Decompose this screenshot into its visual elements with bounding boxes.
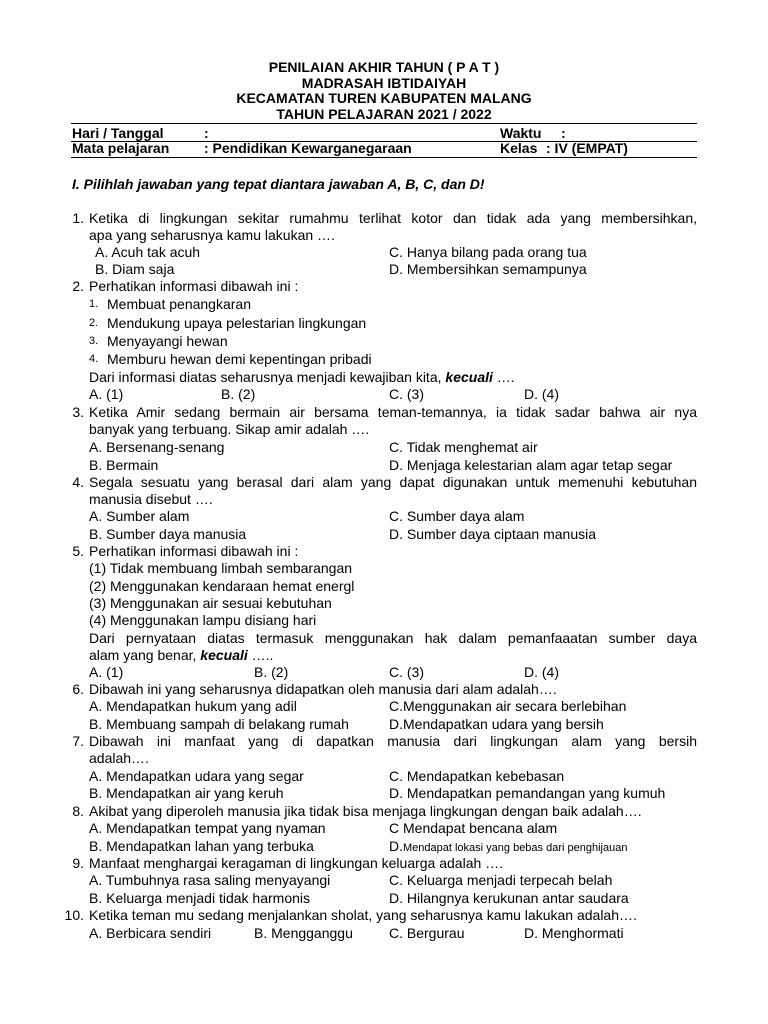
waktu-value: :: [561, 125, 566, 141]
question-2-stem-text: Dari informasi diatas seharusnya menjadi kewajiban kita,: [89, 369, 446, 385]
header-title: PENILAIAN AKHIR TAHUN ( P A T ): [268, 59, 500, 75]
question-6-number: 6.: [72, 681, 84, 697]
question-1-option-b: B. Diam saja: [95, 261, 175, 277]
question-7-option-b: B. Mendapatkan air yang keruh: [89, 785, 284, 801]
question-2-stem: [89, 369, 515, 387]
question-10-option-d: D. Menghormati: [524, 925, 624, 941]
question-9-number: 9.: [72, 855, 84, 871]
question-2-option-d: D. (4): [524, 386, 559, 402]
question-2-number: 2.: [72, 278, 84, 294]
question-2-option-a: A. (1): [89, 386, 124, 402]
question-9-option-c: C. Keluarga menjadi terpecah belah: [389, 872, 613, 888]
question-5-number: 5.: [72, 543, 84, 559]
kelas-label: Kelas: [500, 140, 538, 156]
question-1-text-cont: apa yang seharusnya kamu lakukan ….: [89, 227, 335, 243]
question-5-stem-cont: [89, 647, 273, 665]
question-9-option-b: B. Keluarga menjadi tidak harmonis: [89, 890, 311, 906]
question-5-text: Perhatikan informasi dibawah ini :: [89, 543, 299, 559]
question-10-option-b: B. Mengganggu: [254, 925, 353, 941]
question-2-item-4-number: 4.: [89, 353, 99, 365]
question-5-keyword: kecuali: [200, 647, 248, 663]
question-7-number: 7.: [72, 733, 84, 749]
question-2-item-4: Memburu hewan demi kepentingan pribadi: [107, 351, 372, 367]
question-7-text: Dibawah ini manfaat yang di dapatkan manusia dari lingkungan alam yang bersih: [89, 733, 697, 749]
question-8-number: 8.: [72, 803, 84, 819]
exam-header: [0, 60, 768, 122]
question-2-item-1-number: 1.: [89, 298, 99, 310]
question-3-option-a: A. Bersenang-senang: [89, 439, 225, 455]
question-6-option-b: B. Membuang sampah di belakang rumah: [89, 716, 349, 732]
question-5-item-1: (1) Tidak membuang limbah sembarangan: [89, 560, 353, 576]
question-5-stem-text: alam yang benar,: [89, 647, 201, 663]
question-5-option-d: D. (4): [524, 664, 559, 680]
question-9-text: Manfaat menghargai keragaman di lingkungan keluarga adalah ….: [89, 855, 504, 871]
question-5-option-a: A. (1): [89, 664, 124, 680]
question-8-option-c: C Mendapat bencana alam: [389, 820, 558, 836]
header-year: TAHUN PELAJARAN 2021 / 2022: [276, 105, 492, 122]
waktu-label: Waktu: [500, 125, 542, 141]
question-3-option-c: C. Tidak menghemat air: [389, 439, 538, 455]
header-district: KECAMATAN TUREN KABUPATEN MALANG: [236, 90, 532, 106]
question-2-text: Perhatikan informasi dibawah ini :: [89, 278, 299, 294]
question-4-option-c: C. Sumber daya alam: [389, 508, 525, 524]
header-divider-bottom: [71, 157, 697, 158]
question-2-option-c: C. (3): [389, 386, 424, 402]
question-8-option-d-text: Mendapat lokasi yang bebas dari penghijauan: [403, 842, 628, 854]
question-2-item-2-number: 2.: [89, 317, 99, 329]
question-2-keyword: kecuali: [445, 369, 493, 385]
question-6-option-a: A. Mendapatkan hukum yang adil: [89, 698, 297, 714]
question-4-text: Segala sesuatu yang berasal dari alam yang dapat digunakan untuk memenuhi kebutuhan: [89, 474, 697, 490]
question-10-option-a: A. Berbicara sendiri: [89, 925, 212, 941]
section-instruction: I. Pilihlah jawaban yang tepat diantara jawaban A, B, C, dan D!: [72, 176, 485, 192]
question-8-text: Akibat yang diperoleh manusia jika tidak bisa menjaga lingkungan dengan baik adalah….: [89, 803, 642, 819]
question-9-option-a: A. Tumbuhnya rasa saling menyayangi: [89, 872, 331, 888]
mapel-value: : Pendidikan Kewarganegaraan: [204, 140, 412, 156]
question-2-item-2: Mendukung upaya pelestarian lingkungan: [107, 315, 367, 331]
question-8-option-b: B. Mendapatkan lahan yang terbuka: [89, 838, 314, 854]
question-2-item-3: Menyayangi hewan: [107, 333, 228, 349]
kelas-value: : IV (EMPAT): [546, 140, 628, 156]
question-5-option-b: B. (2): [254, 664, 289, 680]
question-5-item-4: (4) Menggunakan lampu disiang hari: [89, 612, 317, 628]
question-1-option-d: D. Membersihkan semampunya: [389, 261, 587, 277]
question-8-option-d-prefix: D.: [389, 838, 403, 854]
header-school: MADRASAH IBTIDAIYAH: [301, 74, 467, 91]
question-1-text: Ketika di lingkungan sekitar rumahmu terlihat kotor dan tidak ada yang membersihkan,: [89, 210, 697, 226]
hari-value: :: [204, 125, 209, 141]
question-4-option-d: D. Sumber daya ciptaan manusia: [389, 526, 596, 542]
question-5-stem-end: …..: [247, 647, 274, 663]
question-5-stem: Dari pernyataan diatas termasuk menggunakan hak dalam pemanfaaatan sumber daya: [89, 630, 697, 646]
question-7-option-a: A. Mendapatkan udara yang segar: [89, 768, 304, 784]
question-2-item-3-number: 3.: [89, 335, 99, 347]
question-3-option-d: D. Menjaga kelestarian alam agar tetap segar: [389, 457, 673, 473]
question-3-number: 3.: [72, 404, 84, 420]
question-10-number: 10.: [64, 907, 84, 923]
question-1-option-c: C. Hanya bilang pada orang tua: [389, 244, 587, 260]
hari-label: Hari / Tanggal: [72, 125, 164, 141]
question-4-option-a: A. Sumber alam: [89, 508, 190, 524]
question-4-option-b: B. Sumber daya manusia: [89, 526, 247, 542]
question-6-option-c: C.Menggunakan air secara berlebihan: [389, 698, 627, 714]
question-3-text: Ketika Amir sedang bermain air bersama teman-temannya, ia tidak sadar bahwa air nya: [89, 404, 697, 420]
question-8-option-a: A. Mendapatkan tempat yang nyaman: [89, 820, 326, 836]
question-3-option-b: B. Bermain: [89, 457, 159, 473]
mapel-label: Mata pelajaran: [72, 140, 170, 156]
header-divider-top: [71, 123, 697, 124]
question-5-item-3: (3) Menggunakan air sesuai kebutuhan: [89, 595, 332, 611]
question-6-option-d: D.Mendapatkan udara yang bersih: [389, 716, 604, 732]
question-10-text: Ketika teman mu sedang menjalankan sholat, yang seharusnya kamu lakukan adalah….: [89, 907, 637, 923]
question-2-stem-end: ….: [492, 369, 515, 385]
question-4-number: 4.: [72, 474, 84, 490]
question-1-option-a: A. Acuh tak acuh: [95, 244, 201, 260]
question-4-text-cont: manusia disebut ….: [89, 491, 213, 507]
question-2-item-1: Membuat penangkaran: [107, 296, 251, 312]
question-5-option-c: C. (3): [389, 664, 424, 680]
question-2-option-b: B. (2): [221, 386, 256, 402]
question-7-option-d: D. Mendapatkan pemandangan yang kumuh: [389, 785, 666, 801]
question-6-text: Dibawah ini yang seharusnya didapatkan oleh manusia dari alam adalah….: [89, 681, 557, 697]
question-5-item-2: (2) Menggunakan kendaraan hemat energl: [89, 578, 355, 594]
question-7-text-cont: adalah….: [89, 750, 149, 766]
question-9-option-d: D. Hilangnya kerukunan antar saudara: [389, 890, 629, 906]
question-1-number: 1.: [72, 210, 84, 226]
question-10-option-c: C. Bergurau: [389, 925, 465, 941]
question-3-text-cont: banyak yang terbuang. Sikap amir adalah ….: [89, 421, 370, 437]
question-7-option-c: C. Mendapatkan kebebasan: [389, 768, 565, 784]
